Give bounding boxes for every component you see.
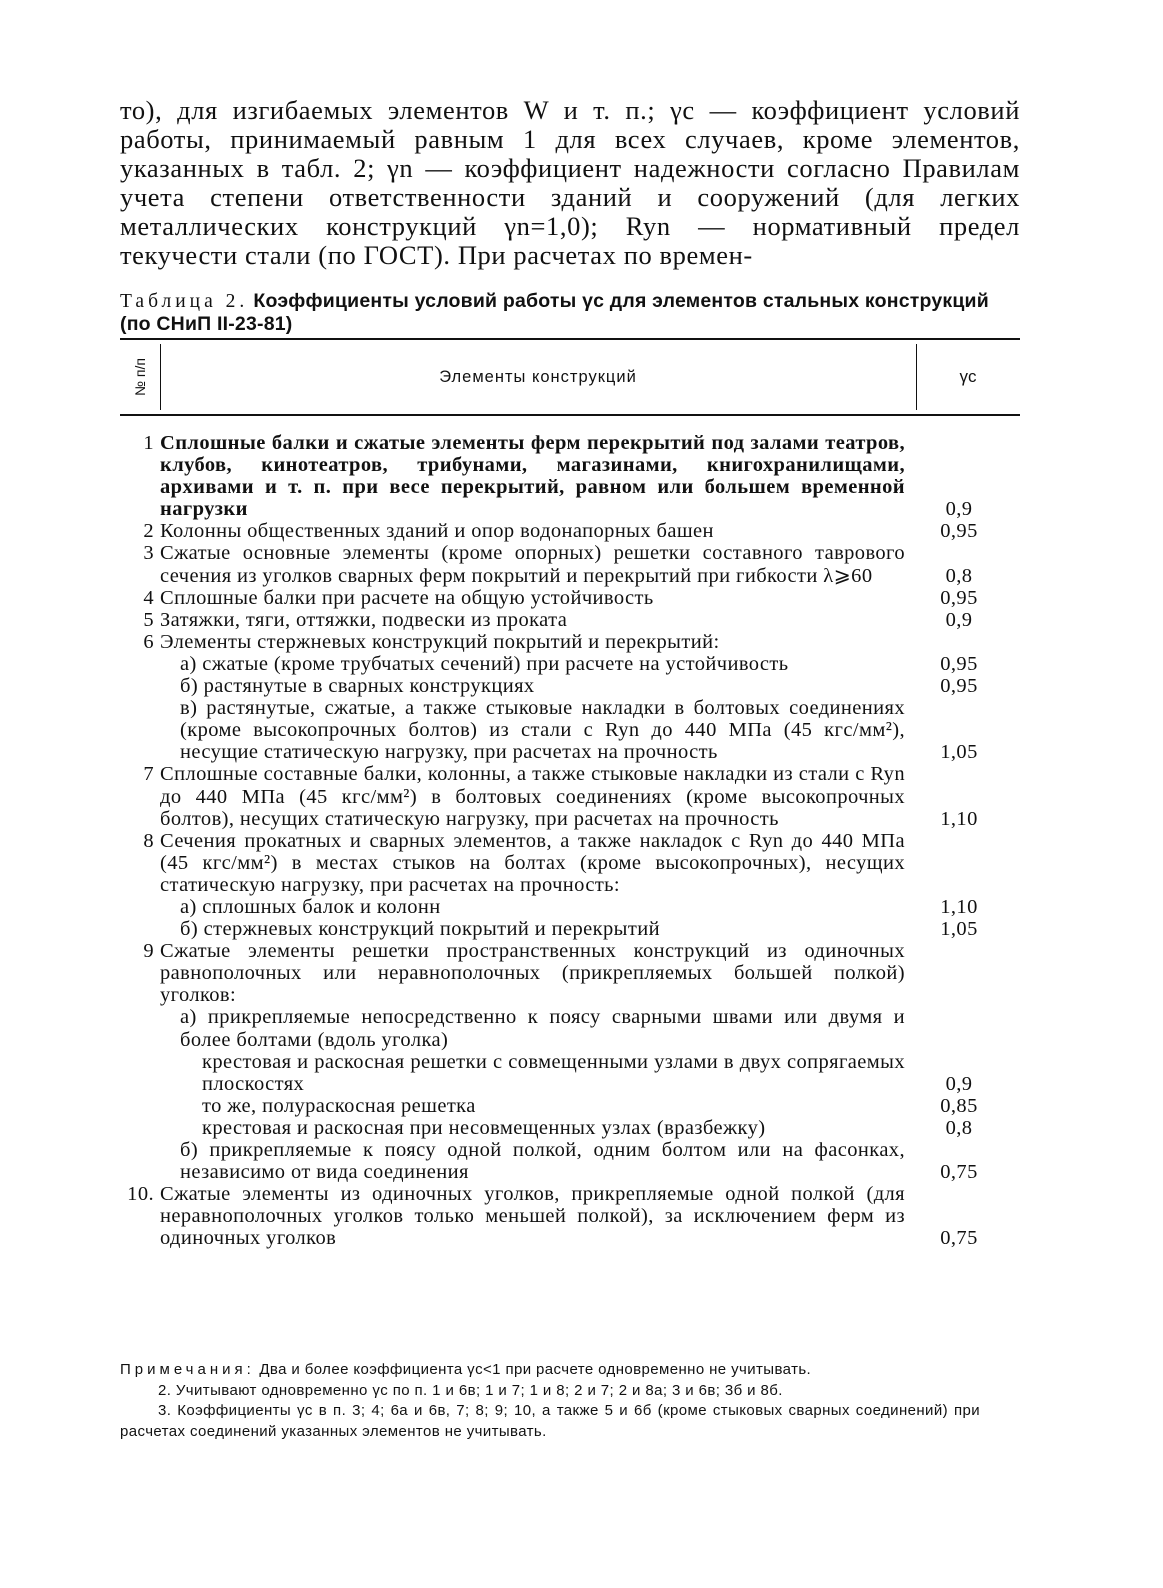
notes-label: Примечания: xyxy=(120,1361,255,1378)
row-text: б) стержневых конструкций покрытий и перекрытий xyxy=(180,918,660,941)
table-row xyxy=(120,587,1020,609)
table-row xyxy=(120,1006,1020,1050)
row-number: 5 xyxy=(143,608,154,631)
row-number: 2 xyxy=(143,520,154,543)
table-row xyxy=(120,830,1020,896)
row-value: 0,95 xyxy=(940,520,978,543)
row-value: 1,10 xyxy=(940,895,978,918)
intro-text: то), для изгибаемых элементов W и т. п.; γc — коэффициент условий работы, принимаемый равным 1 для всех случаев, кроме элементов, указанных в табл. 2; γn — коэффициент надежности согласно Правилам учета степени ответственности зданий и сооружений (для легких металлических конструкций γn=1,0); Ryn — нормативный предел текучести стали (по ГОСТ). При расчетах по времен- xyxy=(120,95,1020,270)
row-value: 0,85 xyxy=(940,1094,978,1117)
row-text: в) растянутые, сжатые, а также стыковые накладки в болтовых соединениях (кроме высокопрочных болтов) из стали с Ryn до 440 МПа (45 кгс/мм²), несущие статическую нагрузку, при расчетах на прочность xyxy=(180,697,905,764)
row-value: 0,75 xyxy=(940,1227,978,1250)
row-value: 0,9 xyxy=(945,1072,973,1095)
table-caption xyxy=(120,290,1020,336)
row-text: Сплошные балки при расчете на общую устойчивость xyxy=(160,586,654,609)
table-row xyxy=(120,653,1020,675)
table-row xyxy=(120,542,1020,586)
header-elements-label: Элементы конструкций xyxy=(439,367,637,386)
table-row xyxy=(120,697,1020,763)
row-number: 9 xyxy=(143,940,154,963)
note-1-text: Два и более коэффициента γc<1 при расчете одновременно не учитывать. xyxy=(259,1361,812,1378)
table-row xyxy=(120,1051,1020,1095)
row-number: 8 xyxy=(143,829,154,852)
row-value: 0,75 xyxy=(940,1161,978,1184)
header-number-cell xyxy=(122,346,158,408)
row-text: то же, полураскосная решетка xyxy=(202,1094,476,1117)
note-2: 2. Учитывают одновременно γc по п. 1 и 6в; 1 и 7; 1 и 8; 2 и 7; 2 и 8а; 3 и 6в; 3б и 8б. xyxy=(158,1381,783,1399)
row-text: б) растянутые в сварных конструкциях xyxy=(180,675,535,698)
row-text: Сплошные составные балки, колонны, а также стыковые накладки из стали с Ryn до 440 МПа (45 кгс/мм²) в болтовых соединениях (кроме высокопрочных болтов), несущих статическую нагрузку, при расчетах на прочность xyxy=(160,763,905,830)
row-text: а) прикрепляемые непосредственно к поясу сварными швами или двумя и более болтами (вдоль уголка) xyxy=(180,1006,905,1051)
row-value: 0,9 xyxy=(945,608,973,631)
intro-paragraph xyxy=(120,96,1020,270)
row-number: 7 xyxy=(143,763,154,786)
table-row xyxy=(120,520,1020,542)
table-row xyxy=(120,1095,1020,1117)
row-text: Затяжки, тяги, оттяжки, подвески из проката xyxy=(160,608,568,631)
row-number: 4 xyxy=(143,586,154,609)
table-notes xyxy=(120,1360,980,1442)
table-row xyxy=(120,675,1020,697)
table-title: Коэффициенты условий работы γc для элементов стальных конструкций (по СНиП II-23-81) xyxy=(120,290,989,335)
note-1 xyxy=(120,1360,980,1381)
header-divider xyxy=(916,344,917,410)
row-value: 1,05 xyxy=(940,918,978,941)
table-header xyxy=(120,338,1020,416)
table-label: Таблица 2. xyxy=(120,291,249,312)
row-text: Сплошные балки и сжатые элементы ферм перекрытий под залами театров, клубов, кинотеатров, трибунами, магазинами, книгохранилищами, архивами и т. п. при весе перекрытий, равном или большем временной нагрузки xyxy=(160,432,905,521)
row-text: Сжатые основные элементы (кроме опорных) решетки составного таврового сечения из уголков сварных ферм покрытий и перекрытий при гибкости λ⩾60 xyxy=(160,542,905,587)
row-text: Сжатые элементы решетки пространственных конструкций из одиночных равнополочных или неравнополочных (прикрепляемых большей полкой) уголков: xyxy=(160,940,905,1007)
table-row xyxy=(120,763,1020,829)
row-text: б) прикрепляемые к поясу одной полкой, одним болтом или на фасонках, независимо от вида соединения xyxy=(180,1139,905,1184)
row-text: а) сжатые (кроме трубчатых сечений) при расчете на устойчивость xyxy=(180,652,789,675)
row-text: Элементы стержневых конструкций покрытий и перекрытий: xyxy=(160,630,720,653)
row-text: а) сплошных балок и колонн xyxy=(180,895,441,918)
header-gamma-label: γc xyxy=(959,367,977,386)
row-number: 3 xyxy=(143,542,154,565)
row-text: крестовая и раскосная решетки с совмещенными узлами в двух сопрягаемых плоскостях xyxy=(202,1050,905,1095)
table-row xyxy=(120,1183,1020,1249)
table-row xyxy=(120,896,1020,918)
row-text: Колонны общественных зданий и опор водонапорных башен xyxy=(160,520,714,543)
row-value: 0,95 xyxy=(940,652,978,675)
row-value: 0,95 xyxy=(940,675,978,698)
table-row xyxy=(120,631,1020,653)
row-text: крестовая и раскосная при несовмещенных узлах (вразбежку) xyxy=(202,1116,766,1139)
header-divider xyxy=(160,344,161,410)
table-body xyxy=(120,432,1020,1249)
table-row xyxy=(120,432,1020,520)
row-value: 0,95 xyxy=(940,586,978,609)
row-value: 0,8 xyxy=(945,1116,973,1139)
row-value: 0,8 xyxy=(945,564,973,587)
row-number: 6 xyxy=(143,630,154,653)
table-row xyxy=(120,1117,1020,1139)
table-row xyxy=(120,1139,1020,1183)
row-number: 10. xyxy=(127,1183,154,1206)
row-text: Сечения прокатных и сварных элементов, а также накладок с Ryn до 440 МПа (45 кгс/мм²) в местах стыков на болтах (кроме высокопрочных), несущих статическую нагрузку, при расчетах на прочность: xyxy=(160,829,905,896)
row-value: 0,9 xyxy=(945,498,973,521)
note-3: 3. Коэффициенты γc в п. 3; 4; 6а и 6в, 7; 8; 9; 10, а также 5 и 6б (кроме стыковых сварных соединений) при расчетах соединений указанных элементов не учитывать. xyxy=(120,1402,980,1440)
table-row xyxy=(120,609,1020,631)
row-value: 1,05 xyxy=(940,741,978,764)
table-row xyxy=(120,918,1020,940)
row-text: Сжатые элементы из одиночных уголков, прикрепляемые одной полкой (для неравнополочных уголков только меньшей полкой), за исключением ферм из одиночных уголков xyxy=(160,1183,905,1250)
header-number-label: № п/п xyxy=(132,358,148,396)
table-row xyxy=(120,940,1020,1006)
row-value: 1,10 xyxy=(940,807,978,830)
row-number: 1 xyxy=(143,432,154,454)
